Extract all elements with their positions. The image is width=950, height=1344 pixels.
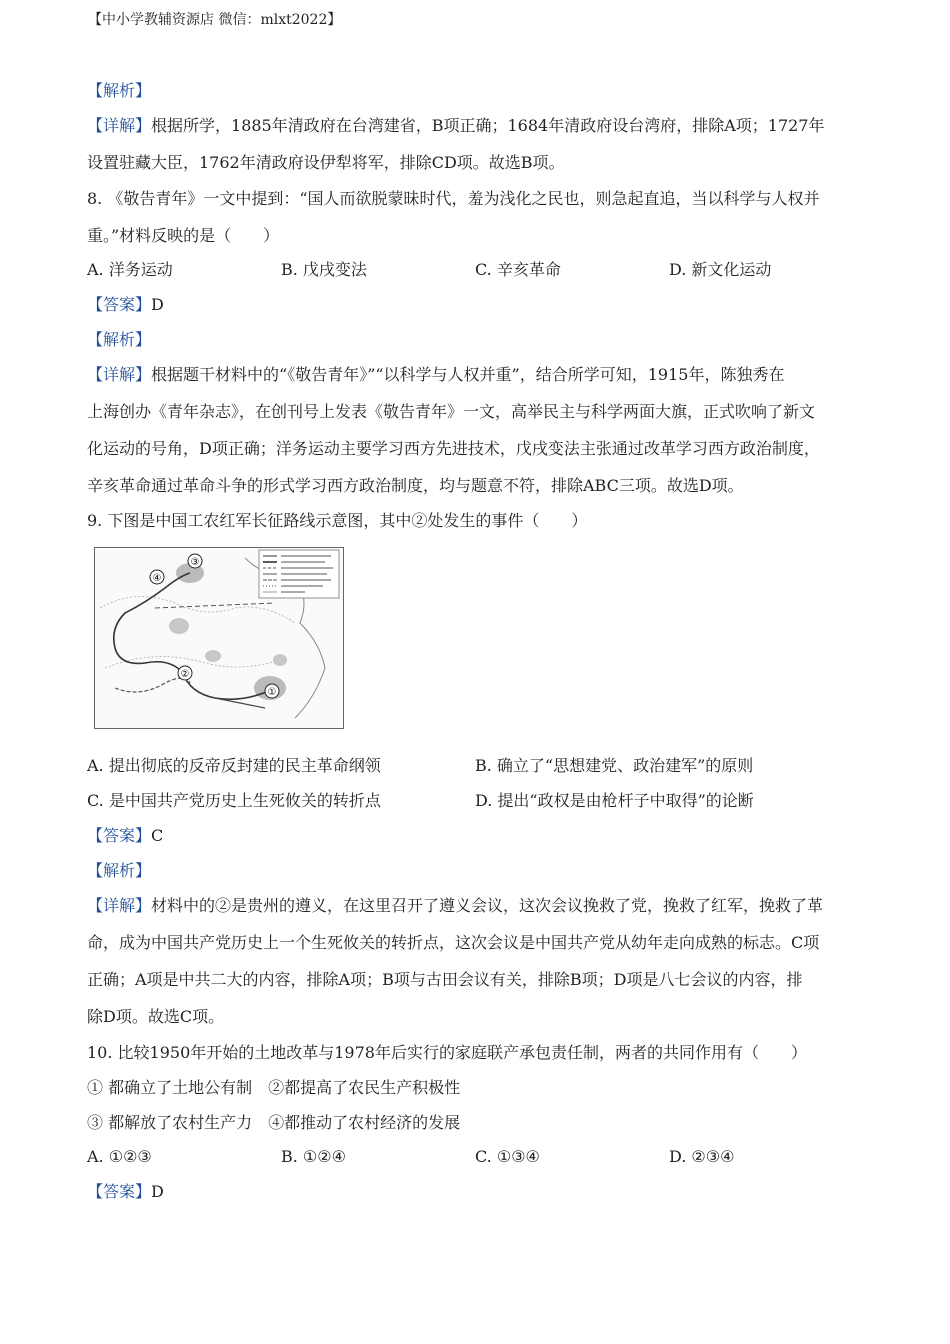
q8-option-d: D. 新文化运动	[669, 260, 772, 279]
q9-answer-value: C	[151, 826, 164, 845]
q7-detail-tag: 【详解】	[87, 116, 152, 135]
q9-detail-tag: 【详解】	[87, 896, 152, 915]
q10-option-d: D. ②③④	[669, 1147, 735, 1166]
q8-detail-line-3: 化运动的号角，D项正确；洋务运动主要学习西方先进技术，戊戌变法主张通过改革学习西方政治制度，	[87, 439, 820, 458]
q9-detail-line-2: 命，成为中国共产党历史上一个生死攸关的转折点，这次会议是中国共产党从幼年走向成熟的标志。C项	[87, 933, 820, 952]
q9-detail-line-4: 除D项。故选C项。	[87, 1007, 225, 1026]
q10-answer-tag: 【答案】	[87, 1182, 152, 1201]
q8-detail-tag: 【详解】	[87, 365, 152, 384]
long-march-map	[94, 547, 344, 729]
long-march-map-drawing	[95, 548, 343, 728]
q9-detail-line-3: 正确；A项是中共二大的内容，排除A项；B项与古田会议有关，排除B项；D项是八七会议的内容，排	[87, 970, 803, 989]
q9-option-d: D. 提出“政权是由枪杆子中取得”的论断	[475, 791, 754, 810]
q9-answer-tag: 【答案】	[87, 826, 152, 845]
q10-statements-line-2: ③ 都解放了农村生产力 ④都推动了农村经济的发展	[87, 1113, 461, 1132]
q10-option-a: A. ①②③	[87, 1147, 152, 1166]
page-header: 【中小学教辅资源店 微信：mlxt2022】	[88, 12, 342, 28]
q10-statements-line-1: ① 都确立了土地公有制 ②都提高了农民生产积极性	[87, 1078, 461, 1097]
q8-detail-line-4: 辛亥革命通过革命斗争的形式学习西方政治制度，均与题意不符，排除ABC三项。故选D项。	[87, 476, 744, 495]
q9-option-a: A. 提出彻底的反帝反封建的民主革命纲领	[87, 756, 381, 775]
q9-option-c: C. 是中国共产党历史上生死攸关的转折点	[87, 791, 381, 810]
q7-detail-line-1: 【详解】根据所学，1885年清政府在台湾建省，B项正确；1684年清政府设台湾府，排除A项；1727年	[87, 116, 825, 135]
q10-answer-value: D	[151, 1182, 164, 1201]
q9-option-b: B. 确立了“思想建党、政治建军”的原则	[475, 756, 754, 775]
map-marker-3: ③	[190, 557, 200, 568]
q8-answer	[87, 295, 164, 315]
q8-answer-tag: 【答案】	[87, 295, 152, 314]
q9-stem: 9. 下图是中国工农红军长征路线示意图，其中②处发生的事件（ ）	[87, 511, 588, 530]
map-marker-1: ①	[267, 687, 277, 698]
q10-option-b: B. ①②④	[281, 1147, 346, 1166]
q9-answer	[87, 826, 163, 846]
q8-option-a: A. 洋务运动	[87, 260, 173, 279]
q8-option-c: C. 辛亥革命	[475, 260, 561, 279]
q8-option-b: B. 戊戌变法	[281, 260, 367, 279]
map-marker-2: ②	[180, 669, 190, 680]
q8-detail-line-1: 【详解】根据题干材料中的“《敬告青年》”“以科学与人权并重”，结合所学可知，1915年，陈独秀在	[87, 365, 785, 384]
q9-analysis-tag: 【解析】	[87, 861, 152, 880]
q10-option-c: C. ①③④	[475, 1147, 540, 1166]
q9-detail-line-1: 【详解】材料中的②是贵州的遵义，在这里召开了遵义会议，这次会议挽救了党，挽救了红军，挽救了革	[87, 896, 824, 915]
q7-detail-line-2: 设置驻藏大臣，1762年清政府设伊犁将军，排除CD项。故选B项。	[87, 153, 565, 172]
q10-answer	[87, 1182, 164, 1202]
q10-stem: 10. 比较1950年开始的土地改革与1978年后实行的家庭联产承包责任制，两者的共同作用有（ ）	[87, 1043, 807, 1062]
q8-stem-line-1: 8. 《敬告青年》一文中提到：“国人而欲脱蒙昧时代，羞为浅化之民也，则急起直追，当以科学与人权并	[87, 189, 820, 208]
q7-analysis-tag: 【解析】	[87, 81, 152, 100]
q8-analysis-tag: 【解析】	[87, 330, 152, 349]
q8-detail-line-2: 上海创办《青年杂志》，在创刊号上发表《敬告青年》一文，高举民主与科学两面大旗，正式吹响了新文	[87, 402, 816, 421]
q8-stem-line-2: 重。”材料反映的是（ ）	[87, 226, 280, 245]
q8-answer-value: D	[151, 295, 164, 314]
map-marker-4: ④	[152, 573, 162, 584]
